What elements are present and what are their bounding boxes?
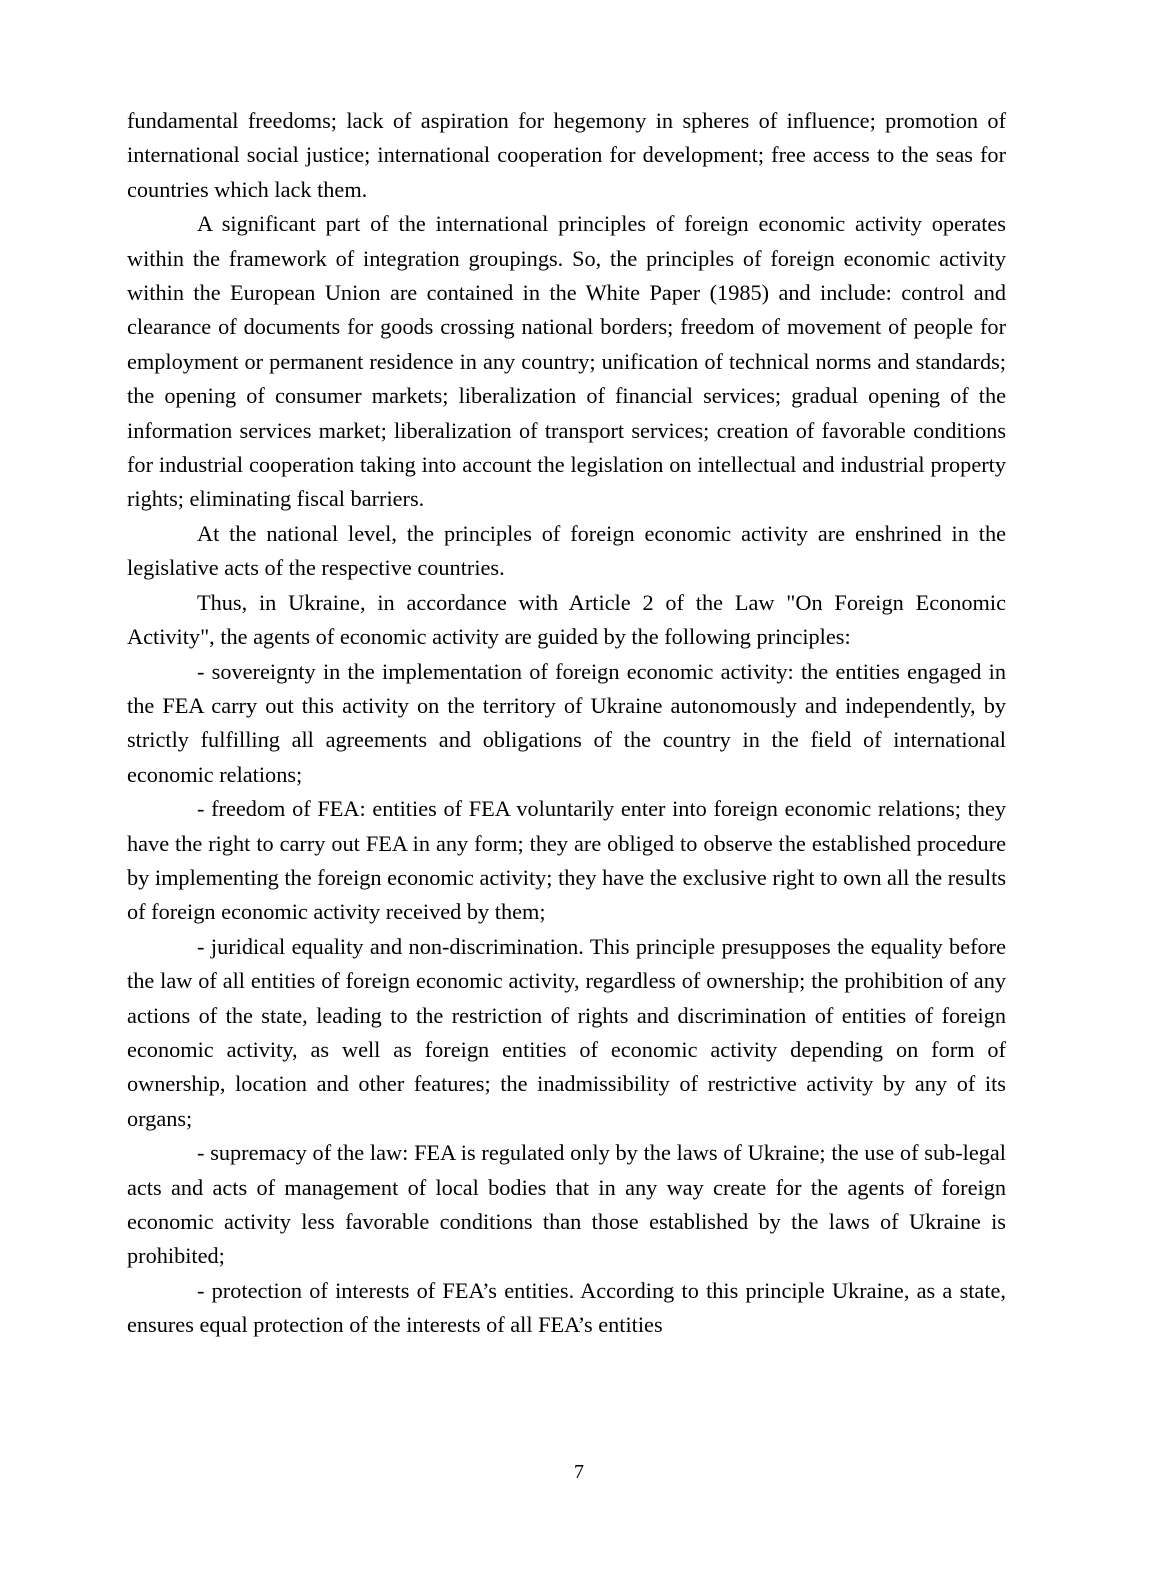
document-body-text-column [127,104,1006,1343]
list-item-supremacy-of-law: - supremacy of the law: FEA is regulated only by the laws of Ukraine; the use of sub-legal acts and acts of management of local bodies that in any way create for the agents of foreign economic activity less favorable conditions than those established by the laws of Ukraine is prohibited; [127,1140,1006,1269]
list-item-freedom-of-fea: - freedom of FEA: entities of FEA voluntarily enter into foreign economic relations; they have the right to carry out FEA in any form; they are obliged to observe the established procedure by implementing the foreign economic activity; they have the exclusive right to own all the results of foreign economic activity received by them; [127,796,1006,925]
list-item-sovereignty: - sovereignty in the implementation of foreign economic activity: the entities engaged in the FEA carry out this activity on the territory of Ukraine autonomously and independently, by strictly fulfilling all agreements and obligations of the country in the field of international economic relations; [127,658,1006,787]
paragraph-1: fundamental freedoms; lack of aspiration for hegemony in spheres of influence; promotion of international social justice; international cooperation for development; free access to the seas for countries which lack them. [127,108,1006,202]
list-item-juridical-equality: - juridical equality and non-discrimination. This principle presupposes the equality before the law of all entities of foreign economic activity, regardless of ownership; the prohibition of any actions of the state, leading to the restriction of rights and discrimination of entities of foreign economic activity, as well as foreign entities of economic activity depending on form of ownership, location and other features; the inadmissibility of restrictive activity by any of its organs; [127,933,1006,1131]
paragraph-3: At the national level, the principles of foreign economic activity are enshrined in the legislative acts of the respective countries. [127,520,1006,581]
paragraph-4: Thus, in Ukraine, in accordance with Article 2 of the Law "On Foreign Economic Activity", the agents of economic activity are guided by the following principles: [127,589,1006,650]
list-item-protection-of-interests: - protection of interests of FEA’s entities. According to this principle Ukraine, as a state, ensures equal protection of the interests of all FEA’s entities [127,1277,1006,1338]
paragraph-2: A significant part of the international principles of foreign economic activity operates within the framework of integration groupings. So, the principles of foreign economic activity within the European Union are contained in the White Paper (1985) and include: control and clearance of documents for goods crossing national borders; freedom of movement of people for employment or permanent residence in any country; unification of technical norms and standards; the opening of consumer markets; liberalization of financial services; gradual opening of the information services market; liberalization of transport services; creation of favorable conditions for industrial cooperation taking into account the legislation on intellectual and industrial property rights; eliminating fiscal barriers. [127,211,1006,512]
page-number: 7 [574,1461,584,1483]
